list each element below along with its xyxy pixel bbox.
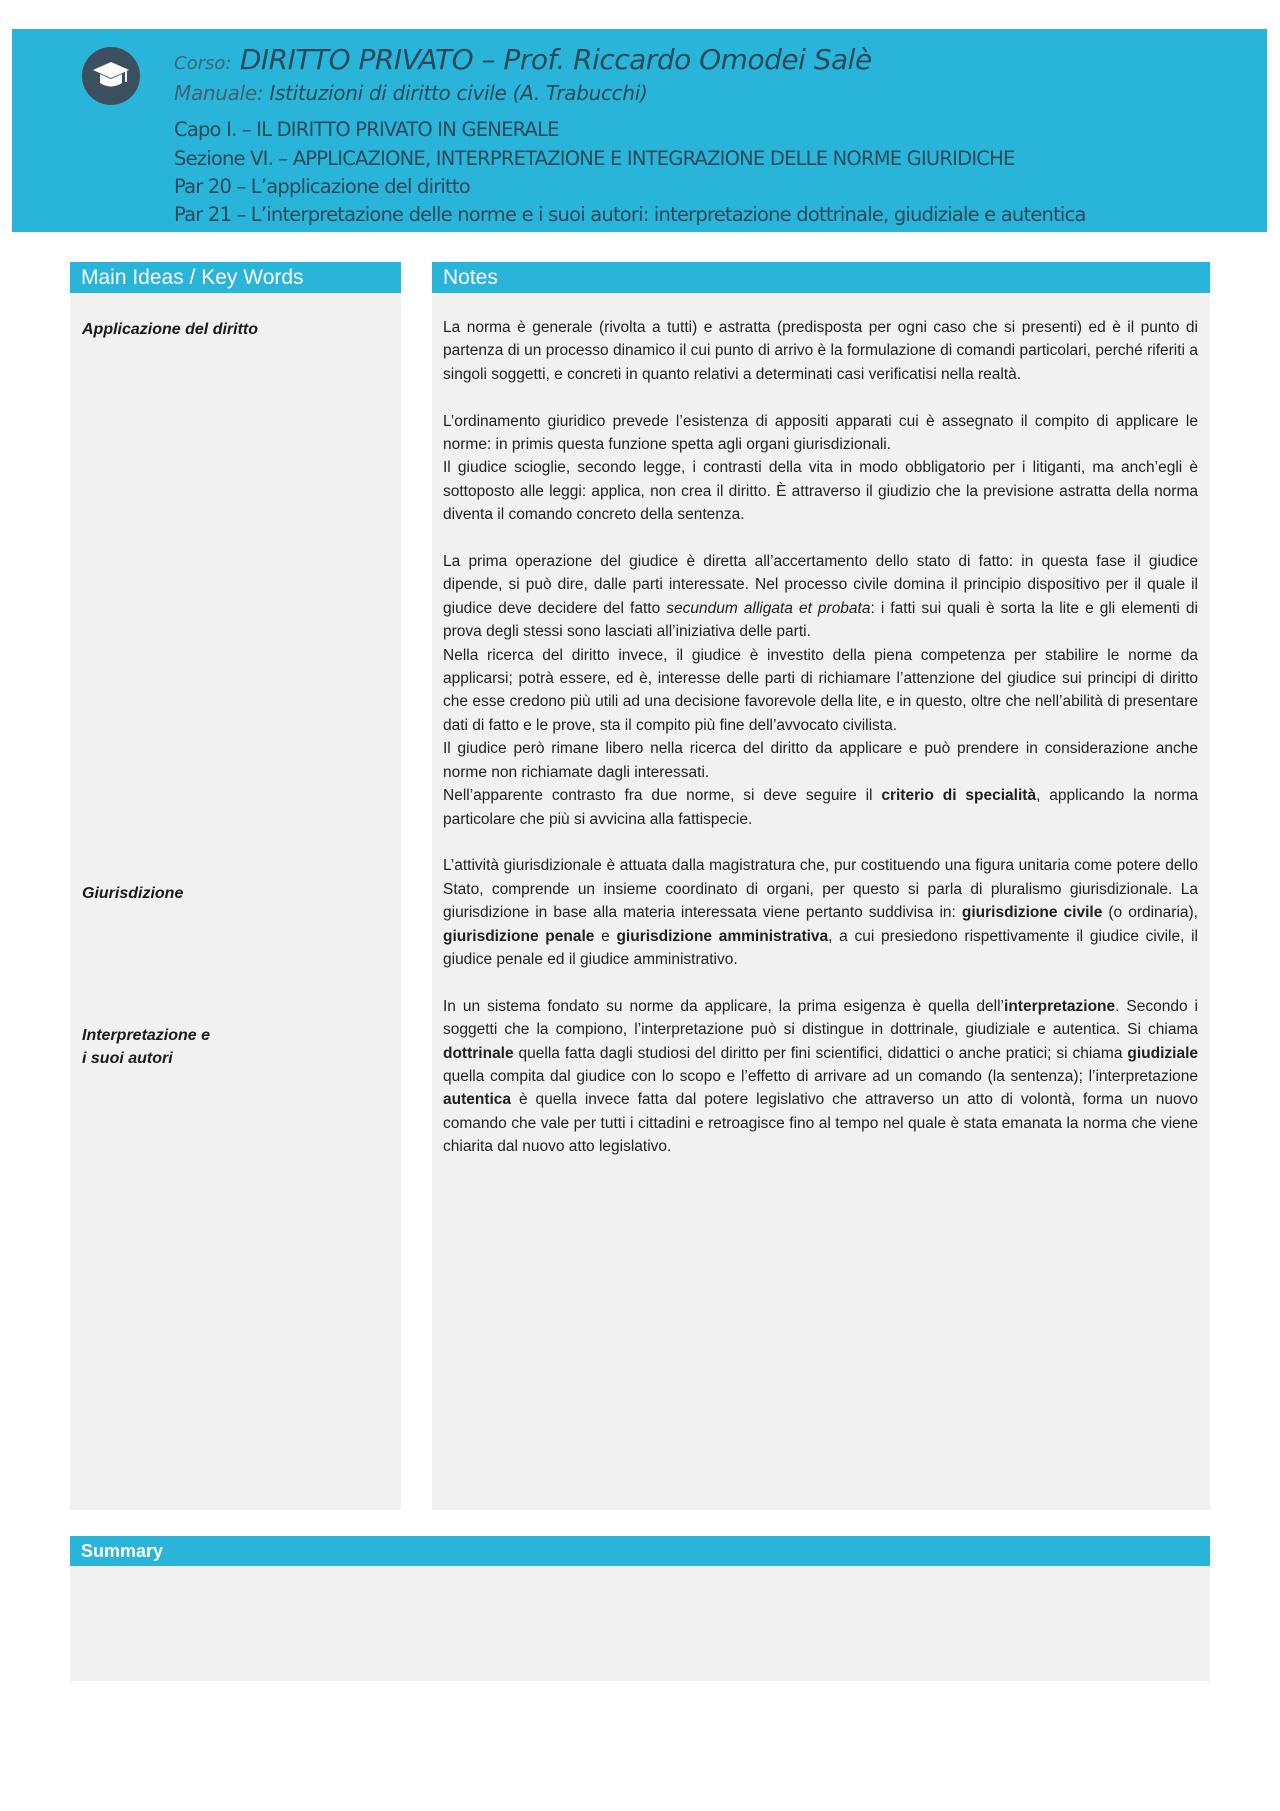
note-paragraph: In un sistema fondato su norme da applicare, la prima esigenza è quella dell’interpretazione. Secondo i soggetti che la compiono, l’interpretazione può si distingue in dottrinale, giudiziale e autentica. Si chiama dottrinale quella fatta dagli studiosi del diritto per fini scientifici, didattici o anche pratici; si chiama giudiziale quella compita dal giudice con lo scopo e l’effetto di arrivare ad un comando (la sentenza); l’interpretazione autentica è quella invece fatta dal potere legislativo che attraverso un atto di volontà, forma un nuovo comando che vale per tutti i cittadini e retroagisce fino al tempo nel quale è stata emanata la norma che viene chiarita dal nuovo atto legislativo.	[443, 997, 1198, 1156]
chapter-line: Capo I. – IL DIRITTO PRIVATO IN GENERALE	[174, 118, 559, 141]
graduation-cap-icon	[82, 47, 140, 105]
note-paragraph: Nella ricerca del diritto invece, il giudice è investito della piena competenza per stabilire le norme da applicarsi; potrà essere, ed è, interesse delle parti di richiamare l’attenzione del giudice sui principi di diritto che esse credono più utili ad una decisione favorevole della lite, e in questo, oltre che nell’abilità di presentare dati di fatto e le prove, sta il compito più fine dell’avvocato civilista.	[443, 646, 1198, 734]
notes-header: Notes	[432, 262, 1210, 293]
keyword-applicazione: Applicazione del diritto	[82, 321, 259, 338]
summary-panel	[70, 1566, 1210, 1681]
note-paragraph: L’ordinamento giuridico prevede l’esistenza di appositi apparati cui è assegnato il compito di applicare le norme: in primis questa funzione spetta agli organi giurisdizionali.	[443, 412, 1198, 454]
note-paragraph: L’attività giurisdizionale è attuata dalla magistratura che, pur costituendo una figura unitaria come potere dello Stato, comprende un insieme coordinato di organi, per questo si parla di pluralismo giurisdizionale. La giurisdizione in base alla materia interessata viene pertanto suddivisa in: giurisdizione civile (o ordinaria), giurisdizione penale e giurisdizione amministrativa, a cui presiedono rispettivamente il giudice civile, il giudice penale ed il giudice amministrativo.	[443, 857, 1198, 968]
header-banner	[12, 29, 1267, 232]
notes-body	[443, 316, 1198, 1159]
keyword-giurisdizione: Giurisdizione	[82, 885, 184, 902]
note-paragraph: Il giudice scioglie, secondo legge, i contrasti della vita in modo obbligatorio per i litiganti, ma anch’egli è sottoposto alle leggi: applica, non crea il diritto. È attraverso il giudizio che la previsione astratta della norma diventa il comando concreto della sentenza.	[443, 459, 1198, 524]
note-paragraph: Il giudice però rimane libero nella ricerca del diritto da applicare e può prendere in considerazione anche norme non richiamate dagli interessati.	[443, 740, 1198, 781]
course-title: Corso: DIRITTO PRIVATO – Prof. Riccardo Omodei Salè	[174, 43, 872, 76]
paragraph-20-line: Par 20 – L’applicazione del diritto	[174, 175, 470, 198]
note-paragraph: La norma è generale (rivolta a tutti) e astratta (predisposta per ogni caso che si presenti) ed è il punto di partenza di un processo dinamico il cui punto di arrivo è la formulazione di comandi particolari, perché riferiti a singoli soggetti, e concreti in quanto relativi a determinati casi verificatisi nella realtà.	[443, 319, 1198, 383]
paragraph-21-line: Par 21 – L’interpretazione delle norme e i suoi autori: interpretazione dottrinale, giudiziale e autentica	[174, 203, 1086, 226]
note-paragraph: Nell’apparente contrasto fra due norme, si deve seguire il criterio di specialità, applicando la norma particolare che più si avvicina alla fattispecie.	[443, 787, 1198, 828]
main-ideas-header: Main Ideas / Key Words	[70, 262, 401, 293]
section-line: Sezione VI. – APPLICAZIONE, INTERPRETAZIONE E INTEGRAZIONE DELLE NORME GIURIDICHE	[174, 147, 1015, 170]
keyword-interpretazione: Interpretazione e i suoi autori	[82, 1027, 211, 1067]
manual-title: Manuale: Istituzioni di diritto civile (A. Trabucchi)	[174, 81, 648, 105]
note-paragraph: La prima operazione del giudice è diretta all’accertamento dello stato di fatto: in questa fase il giudice dipende, si può dire, dalle parti interessate. Nel processo civile domina il principio dispositivo per il quale il giudice deve decidere del fatto secundum alligata et probata: i fatti sui quali è sorta la lite e gli elementi di prova degli stessi sono lasciati all’iniziativa delle parti.	[443, 553, 1198, 641]
summary-header: Summary	[70, 1536, 1210, 1566]
